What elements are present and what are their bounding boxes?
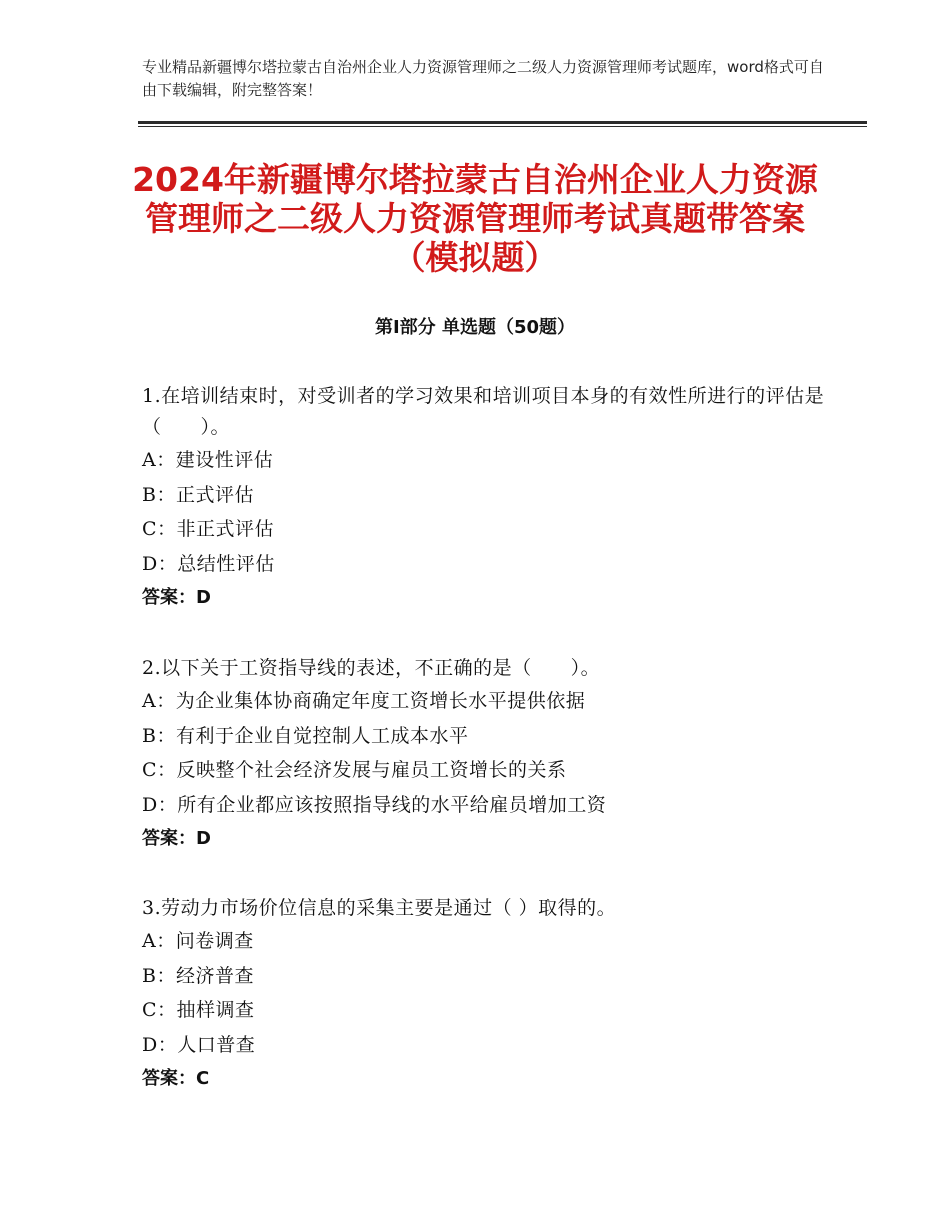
option-c: C：反映整个社会经济发展与雇员工资增长的关系	[142, 759, 567, 781]
section-title: 第Ⅰ部分 单选题（50题）	[374, 317, 575, 338]
question-2	[142, 653, 842, 856]
question-stem: 2.以下关于工资指导线的表述，不正确的是（ ）。	[142, 657, 601, 679]
option-a: A：建设性评估	[142, 449, 274, 471]
answer-text: 答案：D	[142, 587, 211, 608]
document-title: 2024年新疆博尔塔拉蒙古自治州企业人力资源管理师之二级人力资源管理师考试真题带答案（模拟题）	[132, 160, 818, 277]
option-a: A：问卷调查	[142, 930, 254, 952]
question-stem: 3.劳动力市场价位信息的采集主要是通过（ ）取得的。	[142, 897, 617, 919]
header-divider	[138, 121, 867, 124]
header-note: 专业精品新疆博尔塔拉蒙古自治州企业人力资源管理师之二级人力资源管理师考试题库，word格式可自由下载编辑，附完整答案！	[142, 58, 824, 99]
question-1	[142, 381, 842, 615]
answer-text: 答案：D	[142, 828, 211, 849]
option-b: B：经济普查	[142, 964, 254, 987]
question-stem: 1.在培训结束时，对受训者的学习效果和培训项目本身的有效性所进行的评估是（ ）。	[142, 385, 825, 438]
question-3	[142, 893, 842, 1096]
answer-text: 答案：C	[142, 1068, 210, 1089]
option-d: D：总结性评估	[142, 552, 275, 575]
option-c: C：非正式评估	[142, 518, 275, 540]
option-d: D：所有企业都应该按照指导线的水平给雇员增加工资	[142, 793, 607, 816]
option-c: C：抽样调查	[142, 999, 255, 1021]
option-b: B：正式评估	[142, 483, 254, 506]
option-b: B：有利于企业自觉控制人工成本水平	[142, 724, 469, 747]
option-a: A：为企业集体协商确定年度工资增长水平提供依据	[142, 690, 586, 712]
option-d: D：人口普查	[142, 1033, 256, 1056]
